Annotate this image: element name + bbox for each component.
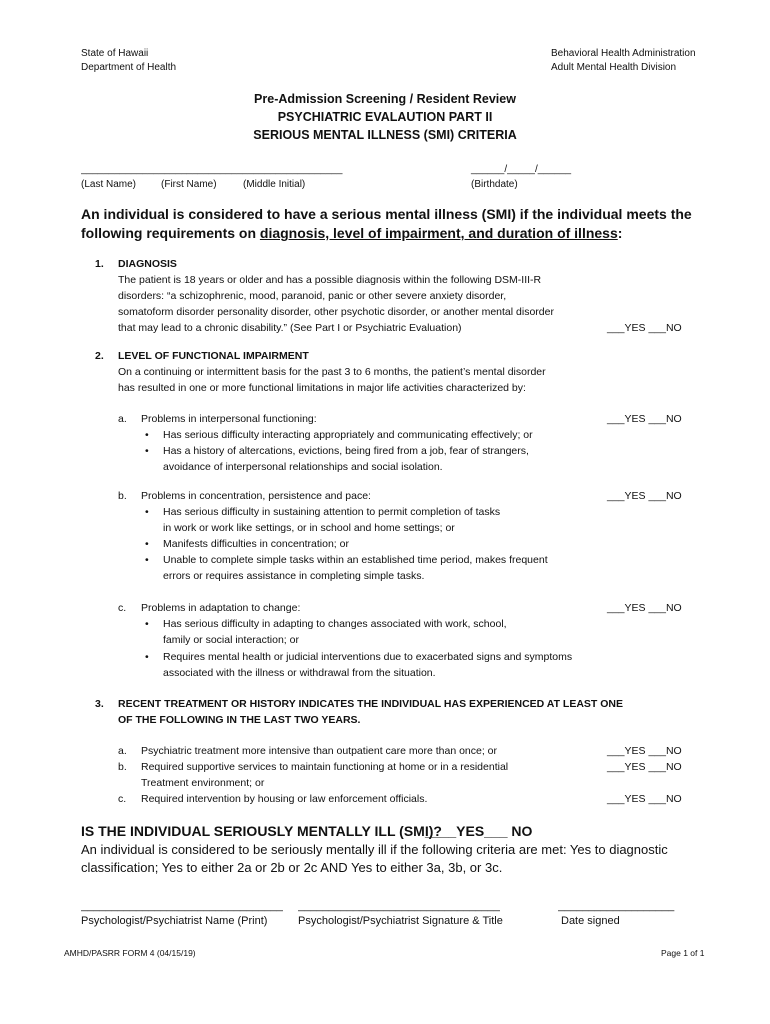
item-2c-bullet-text: family or social interaction; or [163,634,299,646]
item-2c-yes-no[interactable]: ___YES ___NO [607,602,682,614]
section-3-heading: RECENT TREATMENT OR HISTORY INDICATES THE INDIVIDUAL HAS EXPERIENCED AT LEAST ONE [118,698,624,710]
item-2c-label: Problems in adaptation to change: [141,602,301,614]
item-2b-bullet-text: Unable to complete simple tasks within an established time period, makes frequent [163,554,548,566]
item-3b-letter: b. [118,761,127,773]
section-1-yes-no[interactable]: ___YES ___NO [607,322,682,334]
header-department: Department of Health [81,62,177,73]
bullet-icon: • [145,538,149,550]
conclusion-text: classification; Yes to either 2a or 2b or 2c AND Yes to either 3a, 3b, or 3c. [81,860,503,875]
lead-statement-line1: An individual is considered to have a serious mental illness (SMI) if the individual meets the [81,206,692,222]
page-number: Page 1 of 1 [661,948,705,958]
lead-text: following requirements on [81,225,260,241]
bullet-icon: • [145,554,149,566]
section-2-number: 2. [95,350,104,362]
date-signed-line[interactable]: ___________________ [558,900,675,912]
item-3b-yes-no[interactable]: ___YES ___NO [607,761,682,773]
item-2b-letter: b. [118,490,127,502]
form-title: Pre-Admission Screening / Resident Review [254,92,516,106]
header-administration: Behavioral Health Administration [551,48,696,59]
item-2c-bullet-text: Has serious difficulty in adapting to changes associated with work, school, [163,618,507,630]
section-1-text: that may lead to a chronic disability.” (See Part I or Psychiatric Evaluation) [118,322,462,334]
middle-initial-label: (Middle Initial) [243,179,306,190]
birthdate-field-line[interactable]: ______/_____/______ [471,164,572,175]
section-3-heading: OF THE FOLLOWING IN THE LAST TWO YEARS. [118,714,361,726]
lead-requirements-underlined: diagnosis, level of impairment, and duration of illness [259,225,618,241]
lead-colon: : [617,225,623,241]
bullet-icon: • [145,445,149,457]
header-state: State of Hawaii [81,48,149,59]
item-2a-bullet-text: avoidance of interpersonal relationships and social isolation. [163,461,443,473]
form-id: AMHD/PASRR FORM 4 (04/15/19) [64,948,196,958]
item-2b-yes-no[interactable]: ___YES ___NO [607,490,682,502]
last-name-label: (Last Name) [81,179,137,190]
signature-label: Psychologist/Psychiatrist Signature & Title [298,915,503,927]
item-2c-letter: c. [118,602,127,614]
section-3-number: 3. [95,698,104,710]
item-2b-bullet-text: Manifests difficulties in concentration; or [163,538,349,550]
item-2b-bullet-text: Has serious difficulty in sustaining attention to permit completion of tasks [163,506,501,518]
name-print-label: Psychologist/Psychiatrist Name (Print) [81,915,268,927]
section-1-text: disorders: “a schizophrenic, mood, paranoid, panic or other severe anxiety disorder, [118,290,507,302]
signature-line[interactable]: _________________________________ [298,900,500,912]
section-2-text: has resulted in one or more functional limitations in major life activities characterized by: [118,382,526,394]
item-2a-yes-no[interactable]: ___YES ___NO [607,413,682,425]
bullet-icon: • [145,651,149,663]
item-2c-bullet-text: Requires mental health or judicial interventions due to exacerbated signs and symptoms [163,651,573,663]
section-1-number: 1. [95,258,104,270]
lead-statement-line2 [81,223,622,243]
first-name-label: (First Name) [161,179,217,190]
item-2a-letter: a. [118,413,127,425]
item-3c-text: Required intervention by housing or law enforcement officials. [141,793,428,805]
item-3a-yes-no[interactable]: ___YES ___NO [607,745,682,757]
item-2a-bullet-text: Has serious difficulty interacting appropriately and communicating effectively; or [163,429,533,441]
item-3b-text: Required supportive services to maintain functioning at home or in a residential [141,761,509,773]
item-2a-label: Problems in interpersonal functioning: [141,413,317,425]
section-2-text: On a continuing or intermittent basis for the past 3 to 6 months, the patient’s mental disorder [118,366,546,378]
item-3c-letter: c. [118,793,127,805]
item-3c-yes-no[interactable]: ___YES ___NO [607,793,682,805]
name-print-line[interactable]: _________________________________ [81,900,283,912]
bullet-icon: • [145,429,149,441]
item-3b-text: Treatment environment; or [141,777,265,789]
item-2b-bullet-text: errors or requires assistance in completing simple tasks. [163,570,425,582]
form-criteria-title: SERIOUS MENTAL ILLNESS (SMI) CRITERIA [253,128,517,142]
section-1-text: The patient is 18 years or older and has a possible diagnosis within the following DSM-III-R [118,274,542,286]
smi-answer-yes-no[interactable]: ____YES___ NO [425,823,533,839]
item-2c-bullet-text: associated with the illness or withdrawal from the situation. [163,667,436,679]
conclusion-text: An individual is considered to be seriously mentally ill if the following criteria are met: Yes to diagnostic [81,842,668,857]
bullet-icon: • [145,618,149,630]
item-2a-bullet-text: Has a history of altercations, evictions, being fired from a job, fear of strangers, [163,445,529,457]
form-subtitle: PSYCHIATRIC EVALAUTION PART II [277,110,493,124]
section-1-text: somatoform disorder personality disorder, other psychotic disorder, or another mental disorder [118,306,554,318]
header-division: Adult Mental Health Division [551,62,677,73]
item-3a-text: Psychiatric treatment more intensive than outpatient care more than once; or [141,745,498,757]
smi-question: IS THE INDIVIDUAL SERIOUSLY MENTALLY ILL (SMI)? [81,823,442,839]
birthdate-label: (Birthdate) [471,179,518,190]
date-signed-label: Date signed [561,915,620,927]
section-1-heading: DIAGNOSIS [118,258,177,270]
bullet-icon: • [145,506,149,518]
name-field-line[interactable]: _______________________________________________ [81,164,343,175]
section-2-heading: LEVEL OF FUNCTIONAL IMPAIRMENT [118,350,309,362]
item-2b-bullet-text: in work or work like settings, or in school and home settings; or [163,522,455,534]
item-2b-label: Problems in concentration, persistence and pace: [141,490,371,502]
item-3a-letter: a. [118,745,127,757]
